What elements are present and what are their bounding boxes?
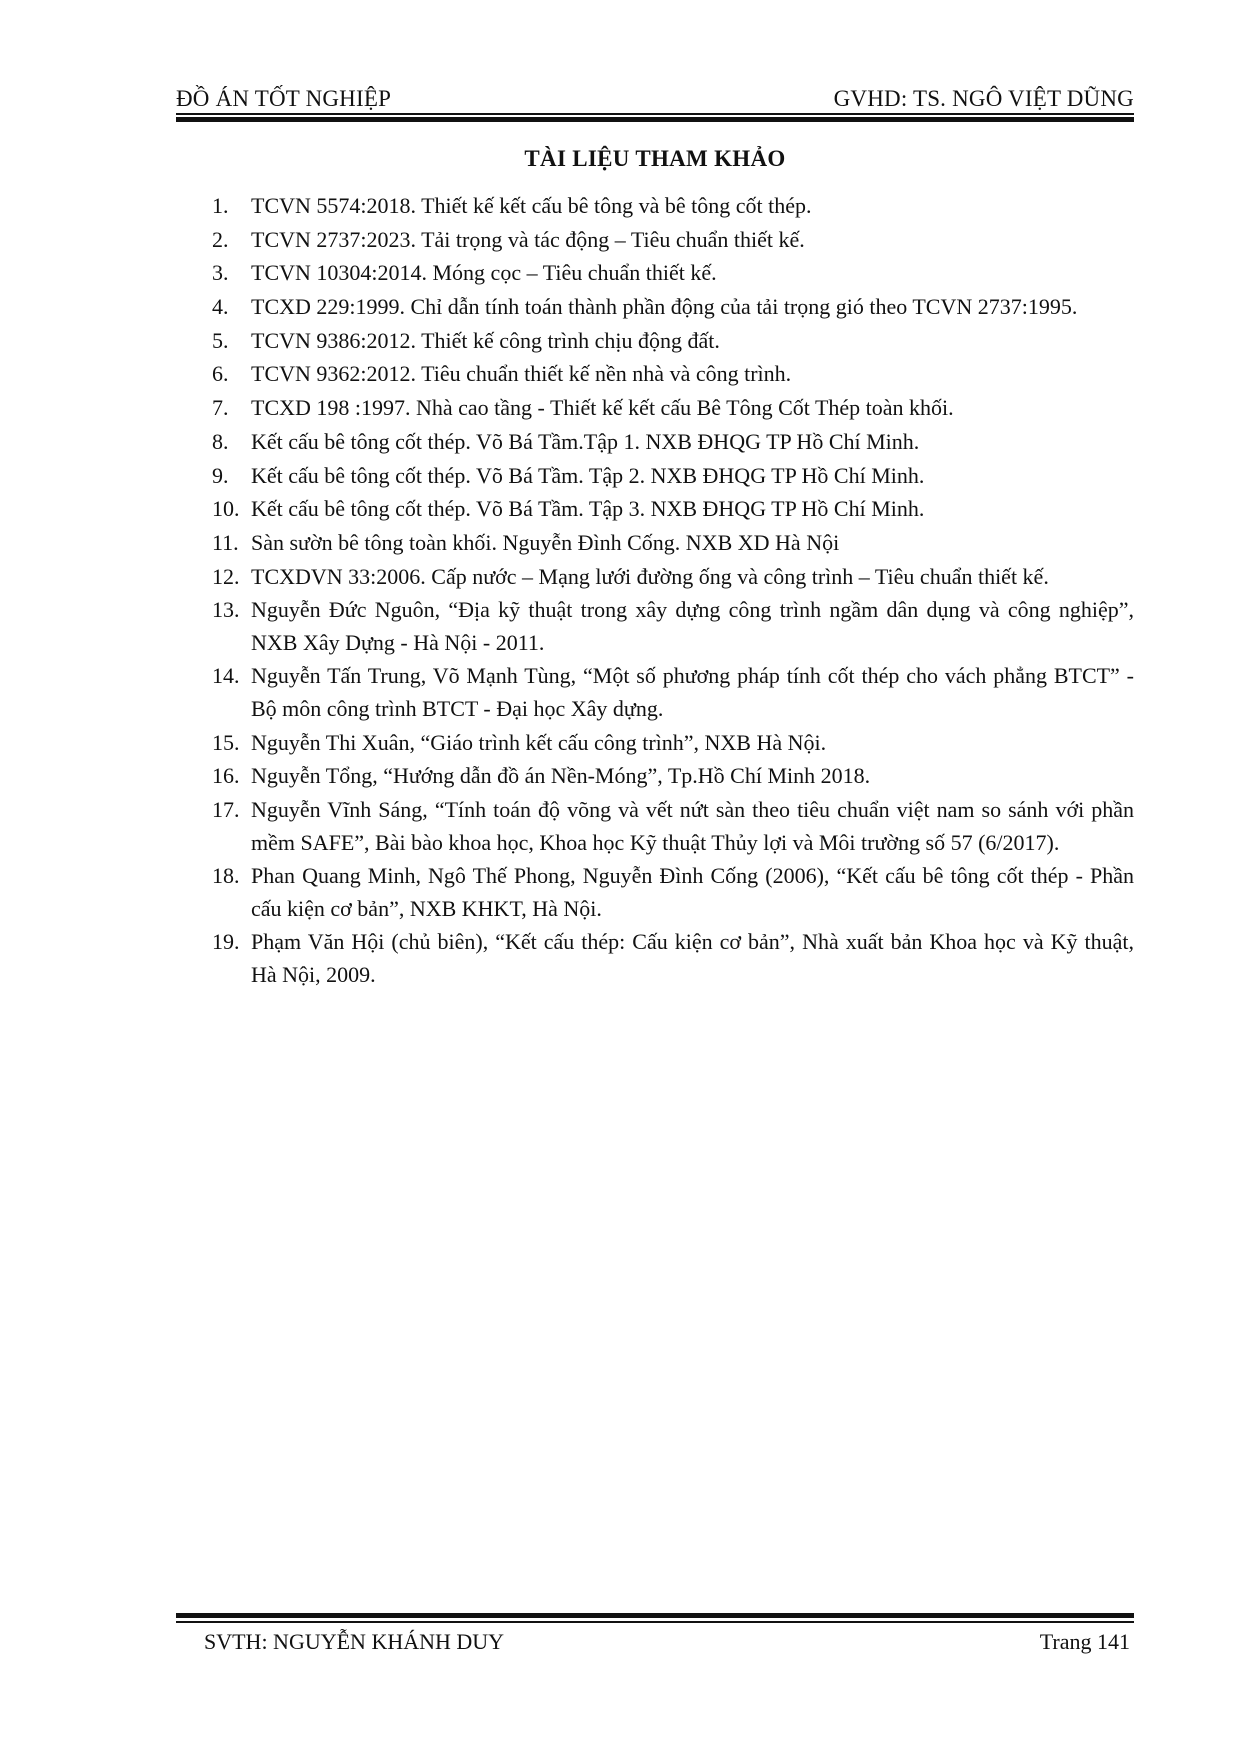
- reference-number: 10.: [212, 496, 240, 522]
- footer-student: SVTH: NGUYỄN KHÁNH DUY: [204, 1629, 505, 1654]
- reference-item: [176, 493, 1134, 526]
- reference-item: [176, 291, 1134, 324]
- reference-item: [176, 426, 1134, 459]
- reference-text: Nguyễn Đức Nguôn, “Địa kỹ thuật trong xây dựng công trình ngầm dân dụng và công nghiệp”, NXB Xây Dựng - Hà Nội - 2011.: [251, 597, 1134, 655]
- reference-text: Kết cấu bê tông cốt thép. Võ Bá Tầm. Tập 3. NXB ĐHQG TP Hồ Chí Minh.: [251, 496, 925, 522]
- page-header: [176, 74, 1134, 112]
- reference-text: TCXD 229:1999. Chỉ dẫn tính toán thành phần động của tải trọng gió theo TCVN 2737:1995.: [251, 294, 1078, 320]
- reference-number: 17.: [212, 797, 240, 822]
- reference-number: 3.: [212, 260, 229, 286]
- reference-item: [176, 561, 1134, 594]
- reference-item: [176, 190, 1134, 223]
- reference-text: Phạm Văn Hội (chủ biên), “Kết cấu thép: Cấu kiện cơ bản”, Nhà xuất bản Khoa học và Kỹ thuật, Hà Nội, 2009.: [251, 929, 1134, 987]
- reference-item: [176, 926, 1134, 991]
- footer-divider-thick: [176, 1613, 1134, 1618]
- reference-text: Kết cấu bê tông cốt thép. Võ Bá Tầm. Tập 2. NXB ĐHQG TP Hồ Chí Minh.: [251, 462, 925, 488]
- reference-item: [176, 224, 1134, 257]
- reference-text: TCVN 9386:2012. Thiết kế công trình chịu động đất.: [251, 327, 720, 353]
- header-advisor: GVHD: TS. NGÔ VIỆT DŨNG: [833, 86, 1134, 111]
- reference-number: 18.: [212, 863, 240, 889]
- page-title: TÀI LIỆU THAM KHẢO: [524, 146, 786, 171]
- page-number: Trang 141: [1039, 1629, 1130, 1654]
- reference-item: [176, 727, 1134, 760]
- reference-text: Sàn sườn bê tông toàn khối. Nguyễn Đình Cống. NXB XD Hà Nội: [251, 529, 840, 555]
- reference-text: TCXD 198 :1997. Nhà cao tầng - Thiết kế kết cấu Bê Tông Cốt Thép toàn khối.: [251, 395, 954, 421]
- reference-number: 5.: [212, 327, 229, 353]
- reference-number: 2.: [212, 226, 229, 252]
- reference-number: 1.: [212, 193, 229, 218]
- reference-number: 16.: [212, 763, 240, 789]
- reference-text: TCVN 9362:2012. Tiêu chuẩn thiết kế nền nhà và công trình.: [251, 361, 792, 387]
- reference-number: 12.: [212, 563, 240, 589]
- header-divider-thick: [176, 117, 1134, 122]
- reference-number: 19.: [212, 929, 240, 955]
- reference-text: TCVN 10304:2014. Móng cọc – Tiêu chuẩn thiết kế.: [251, 260, 717, 286]
- reference-text: TCXDVN 33:2006. Cấp nước – Mạng lưới đường ống và công trình – Tiêu chuẩn thiết kế.: [251, 563, 1049, 589]
- reference-item: [176, 594, 1134, 659]
- reference-text: Nguyễn Thi Xuân, “Giáo trình kết cấu công trình”, NXB Hà Nội.: [251, 729, 827, 755]
- reference-text: TCVN 2737:2023. Tải trọng và tác động – Tiêu chuẩn thiết kế.: [251, 226, 805, 252]
- reference-item: [176, 660, 1134, 725]
- reference-number: 13.: [212, 597, 240, 623]
- reference-number: 11.: [212, 529, 239, 555]
- reference-item: [176, 860, 1134, 925]
- reference-text: Phan Quang Minh, Ngô Thế Phong, Nguyễn Đình Cống (2006), “Kết cấu bê tông cốt thép - Phần cấu kiện cơ bản”, NXB KHKT, Hà Nội.: [251, 863, 1134, 921]
- reference-text: Nguyễn Vĩnh Sáng, “Tính toán độ võng và vết nứt sàn theo tiêu chuẩn việt nam so sánh với phần mềm SAFE”, Bài bào khoa học, Khoa học Kỹ thuật Thủy lợi và Môi trường số 57 (6/2017).: [251, 797, 1134, 855]
- reference-list: [176, 190, 1134, 993]
- reference-text: Nguyễn Tổng, “Hướng dẫn đồ án Nền-Móng”, Tp.Hồ Chí Minh 2018.: [251, 763, 871, 789]
- reference-text: Kết cấu bê tông cốt thép. Võ Bá Tầm.Tập 1. NXB ĐHQG TP Hồ Chí Minh.: [251, 428, 920, 454]
- reference-item: [176, 325, 1134, 358]
- reference-item: [176, 527, 1134, 560]
- reference-number: 15.: [212, 729, 240, 755]
- reference-number: 4.: [212, 294, 229, 320]
- reference-number: 9.: [212, 462, 229, 488]
- reference-text: Nguyễn Tấn Trung, Võ Mạnh Tùng, “Một số phương pháp tính cốt thép cho vách phẳng BTCT” - Bộ môn công trình BTCT - Đại học Xây dựng.: [251, 663, 1134, 721]
- reference-item: [176, 257, 1134, 290]
- header-left-title: ĐỒ ÁN TỐT NGHIỆP: [176, 86, 392, 111]
- reference-item: [176, 760, 1134, 793]
- reference-number: 14.: [212, 663, 240, 689]
- reference-item: [176, 794, 1134, 859]
- header-divider: [176, 113, 1134, 115]
- reference-item: [176, 460, 1134, 493]
- page-footer: [204, 1629, 1130, 1655]
- reference-text: TCVN 5574:2018. Thiết kế kết cấu bê tông và bê tông cốt thép.: [251, 193, 812, 218]
- reference-number: 6.: [212, 361, 229, 387]
- reference-number: 7.: [212, 395, 229, 421]
- reference-item: [176, 392, 1134, 425]
- reference-item: [176, 358, 1134, 391]
- reference-number: 8.: [212, 428, 229, 454]
- footer-divider: [176, 1621, 1134, 1623]
